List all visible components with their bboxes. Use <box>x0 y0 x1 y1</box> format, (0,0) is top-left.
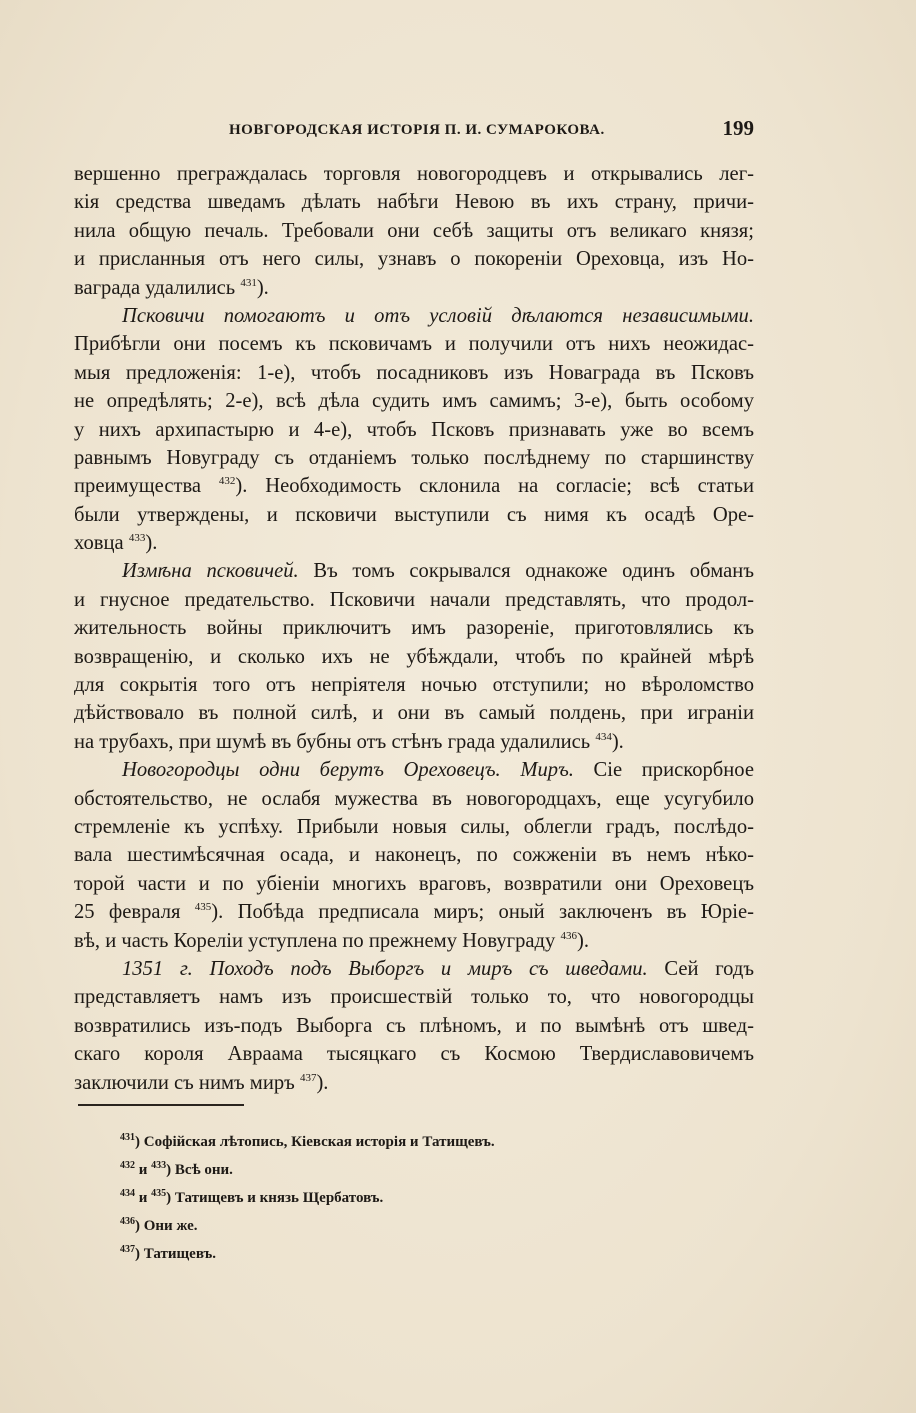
text-line <box>74 898 754 926</box>
footnote-ref: 432 <box>218 475 236 488</box>
footnote-text: ) Софійская лѣтопись, Кіевская исторія и Татищевъ. <box>135 1134 495 1150</box>
text-line <box>74 955 754 983</box>
text-fragment: ). <box>576 929 589 952</box>
text-line <box>74 927 754 955</box>
text-fragment: вѣ, и часть Кореліи уступлена по прежнему Новуграду <box>74 929 556 952</box>
footnote-connector: и <box>135 1190 152 1206</box>
main-text <box>74 160 754 1097</box>
text-fragment: ). <box>145 532 158 555</box>
footnote-436 <box>120 1212 720 1240</box>
page-number: 199 <box>722 116 754 140</box>
rubric-heading: Псковичи помогаютъ и отъ условій дѣлаются независимыми. <box>122 304 754 327</box>
paragraph-3 <box>74 557 754 756</box>
footnote-number: 436 <box>120 1216 135 1227</box>
footnote-ref: 435 <box>194 901 212 914</box>
footnote-ref: 433 <box>128 532 146 545</box>
footnote-ref: 431 <box>240 276 257 289</box>
text-line: представляетъ намъ изъ происшествій только то, что новогородцы <box>74 986 754 1009</box>
footnote-number: 431 <box>120 1132 135 1143</box>
text-fragment: Сіе прискорбное <box>573 759 754 782</box>
footnote-437 <box>120 1240 720 1268</box>
footnote-connector: и <box>135 1162 152 1178</box>
page-header <box>74 116 754 146</box>
text-line: не опредѣлять; 2-е), всѣ дѣла судить имъ самимъ; 3-е), быть особому <box>74 390 754 413</box>
text-fragment: ваграда удалились <box>74 276 236 299</box>
text-line: равнымъ Новуграду съ отданіемъ только послѣднему по старшинству <box>74 446 754 469</box>
text-line: скаго короля Авраама тысяцкаго съ Космою Твердиславовичемъ <box>74 1043 754 1066</box>
text-line <box>74 728 754 756</box>
text-line: возвратились изъ-подъ Выборга съ плѣномъ, и по вымѣнѣ отъ швед- <box>74 1014 754 1037</box>
text-fragment: Въ томъ сокрывался однакоже одинъ обманъ <box>298 560 754 583</box>
paragraph-5 <box>74 955 754 1097</box>
text-line <box>74 529 754 557</box>
footnote-434-435 <box>120 1184 720 1212</box>
text-fragment: на трубахъ, при шумѣ въ бубны отъ стѣнъ града удалились <box>74 730 591 753</box>
text-line: жительность войны приключитъ имъ разореніе, приготовлялись къ <box>74 617 754 640</box>
text-fragment: Сей годъ <box>647 957 754 980</box>
footnote-number: 434 <box>120 1188 135 1199</box>
text-line: возвращенію, и сколько ихъ не убѣждали, чтобъ по крайней мѣрѣ <box>74 645 754 668</box>
text-line <box>74 1069 754 1097</box>
footnote-number: 437 <box>120 1244 135 1255</box>
text-line: вершенно преграждалась торговля новогородцевъ и открывались лег- <box>74 163 754 185</box>
footnote-number: 432 <box>120 1160 135 1171</box>
paragraph-1 <box>74 160 754 302</box>
text-line: Прибѣгли они посемъ къ псковичамъ и получили отъ нихъ неожидас- <box>74 333 754 356</box>
text-fragment: заключили съ нимъ миръ <box>74 1071 295 1094</box>
text-line: и гнусное предательство. Псковичи начали представлять, что продол- <box>74 588 754 611</box>
footnote-text: ) Они же. <box>135 1218 198 1234</box>
text-line: дѣйствовало въ полной силѣ, и они въ самый полдень, при играніи <box>74 702 754 725</box>
footnote-ref: 437 <box>299 1071 317 1084</box>
text-fragment: преимущества <box>74 475 202 498</box>
text-fragment: ). Побѣда предписала миръ; оный заключенъ въ Юріе- <box>211 901 754 924</box>
footnote-text: ) Татищевъ и князь Щербатовъ. <box>166 1190 384 1206</box>
text-fragment: ). Необходимость склонила на согласіе; всѣ статьи <box>235 475 754 498</box>
text-fragment: ховца <box>74 532 124 555</box>
footnote-number: 435 <box>151 1188 167 1199</box>
footnote-ref: 434 <box>595 730 612 743</box>
rubric-heading: 1351 г. Походъ подъ Выборгъ и миръ съ шведами. <box>122 957 648 980</box>
text-line: торой части и по убіеніи многихъ враговъ, возвратили они Ореховецъ <box>74 872 754 895</box>
footnote-number: 433 <box>151 1160 167 1171</box>
text-line: и присланныя отъ него силы, узнавъ о покореніи Ореховца, изъ Но- <box>74 248 754 271</box>
text-line: нила общую печаль. Требовали они себѣ защиты отъ великаго князя; <box>74 219 754 242</box>
text-fragment: ). <box>611 730 624 753</box>
paragraph-4 <box>74 756 754 955</box>
running-head: НОВГОРОДСКАЯ ИСТОРІЯ П. И. СУМАРОКОВА. <box>229 122 605 138</box>
text-line <box>74 557 754 585</box>
text-line: мыя предложенія: 1-е), чтобъ посадниковъ изъ Новаграда въ Псковъ <box>74 361 754 384</box>
text-line <box>74 274 754 302</box>
footnote-text: ) Татищевъ. <box>135 1246 217 1262</box>
text-line: обстоятельство, не ослабя мужества въ новогородцахъ, еще усугубило <box>74 787 754 810</box>
rubric-heading: Измѣна псковичей. <box>122 560 299 583</box>
text-line: кія средства шведамъ дѣлать набѣги Невою въ ихъ страну, причи- <box>74 191 754 214</box>
footnote-431 <box>120 1128 720 1156</box>
paragraph-2 <box>74 302 754 558</box>
text-fragment: 25 февраля <box>74 901 181 924</box>
text-line <box>74 472 754 500</box>
text-line: для сокрытія того отъ непріятеля ночью отступили; но вѣроломство <box>74 674 754 697</box>
text-line: стремленіе къ успѣху. Прибыли новыя силы, облегли градъ, послѣдо- <box>74 815 754 838</box>
footnote-text: ) Всѣ они. <box>166 1162 233 1178</box>
text-fragment: ). <box>256 276 269 299</box>
footnote-separator <box>78 1104 244 1106</box>
text-fragment: ). <box>316 1071 329 1094</box>
text-line: вала шестимѣсячная осада, и наконецъ, по сожженіи въ немъ нѣко- <box>74 844 754 867</box>
footnote-ref: 436 <box>560 929 577 942</box>
footnote-432-433 <box>120 1156 720 1184</box>
footnotes <box>120 1128 720 1268</box>
text-line: были утверждены, и псковичи выступили съ нимя къ осадѣ Оре- <box>74 503 754 526</box>
rubric-heading: Новогородцы одни берутъ Ореховецъ. Миръ. <box>122 759 574 782</box>
text-line <box>74 756 754 784</box>
text-line: у нихъ архипастырю и 4-е), чтобъ Псковъ признавать уже во всемъ <box>74 418 754 441</box>
